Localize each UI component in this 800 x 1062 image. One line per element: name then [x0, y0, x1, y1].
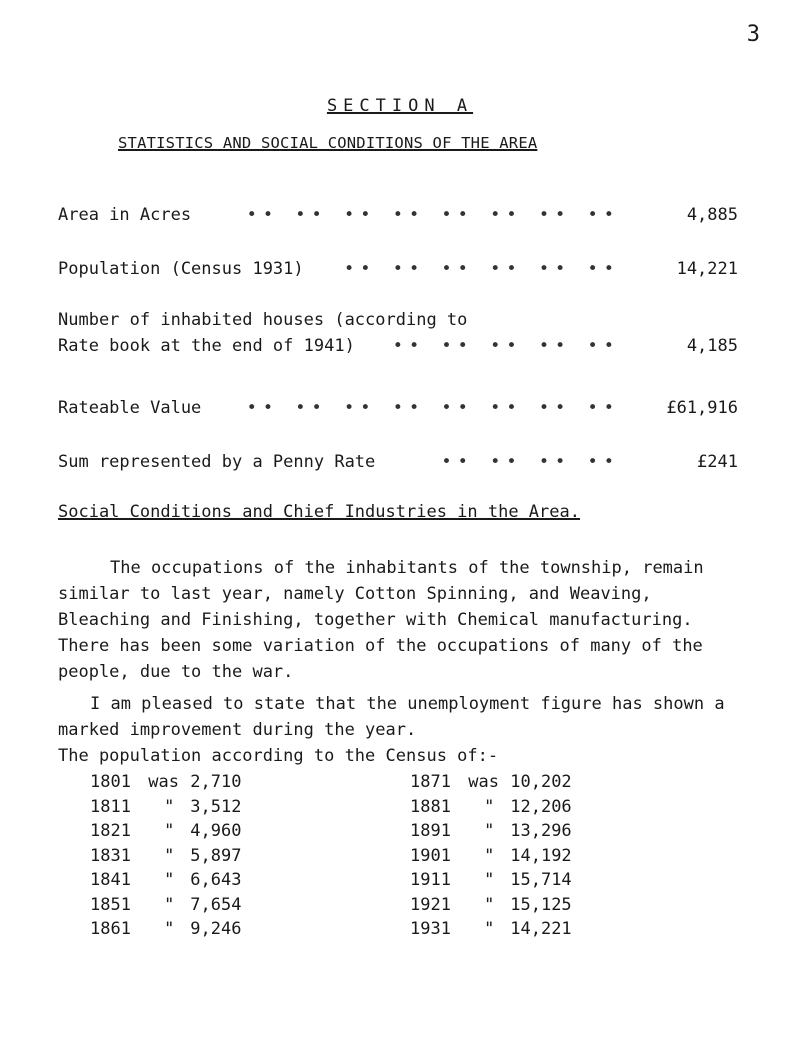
census-right-column	[410, 770, 590, 942]
census-year: 1871	[410, 772, 451, 792]
stat-row-area	[58, 205, 738, 229]
census-population: 7,654	[190, 894, 242, 915]
census-word: "	[484, 845, 495, 866]
census-population: 6,643	[190, 870, 242, 890]
census-word: was	[468, 772, 499, 792]
census-row	[410, 819, 590, 844]
census-year: 1861	[90, 919, 131, 939]
census-row	[410, 893, 590, 918]
census-population: 12,206	[510, 796, 572, 817]
census-population: 4,960	[190, 821, 242, 841]
census-population: 15,125	[510, 894, 572, 915]
stat-value: £241	[697, 452, 738, 472]
occupations-paragraph	[58, 555, 748, 685]
census-year: 1901	[410, 845, 451, 866]
stat-label: Population (Census 1931)	[58, 259, 304, 279]
census-word: "	[484, 796, 495, 817]
stat-label: Area in Acres	[58, 205, 192, 225]
stat-label: Sum represented by a Penny Rate	[58, 452, 376, 472]
census-word: "	[484, 894, 495, 915]
census-population: 2,710	[190, 772, 242, 792]
stat-row-penny-rate	[58, 452, 738, 476]
census-word: "	[164, 821, 175, 841]
census-population: 13,296	[510, 821, 572, 841]
census-row	[410, 917, 590, 942]
census-word: was	[148, 772, 179, 792]
stat-row-rateable-value	[58, 398, 738, 422]
census-year: 1831	[90, 845, 131, 866]
census-row	[90, 893, 270, 918]
census-year: 1821	[90, 821, 131, 841]
stat-value: £61,916	[666, 398, 738, 418]
social-conditions-heading: Social Conditions and Chief Industries in the Area.	[58, 502, 580, 522]
census-population: 14,221	[510, 919, 572, 939]
census-year: 1891	[410, 821, 451, 841]
census-row	[90, 770, 270, 795]
stat-value: 14,221	[676, 259, 738, 279]
census-row	[410, 868, 590, 893]
stat-label-line2: Rate book at the end of 1941)	[58, 336, 355, 356]
census-word: "	[164, 796, 175, 817]
dot-leader: •• •• •• •• •• •• •• ••	[246, 398, 620, 418]
dot-leader: •• •• •• •• ••	[392, 336, 620, 356]
page-number: 3	[746, 22, 760, 47]
census-row	[90, 917, 270, 942]
section-heading: SECTION A	[326, 96, 474, 116]
paragraph-text: I am pleased to state that the unemployment figure has shown a marked improvement during the year.	[58, 694, 725, 740]
stat-value: 4,185	[686, 336, 738, 356]
census-word: "	[164, 845, 175, 866]
dot-leader: •• •• •• •• •• ••	[344, 259, 620, 279]
census-year: 1931	[410, 919, 451, 939]
census-word: "	[484, 919, 495, 939]
census-word: "	[484, 821, 495, 841]
census-row	[410, 770, 590, 795]
census-word: "	[164, 870, 175, 890]
dot-leader: •• •• •• ••	[441, 452, 620, 472]
census-row	[410, 795, 590, 820]
census-population: 10,202	[510, 772, 572, 792]
census-year: 1811	[90, 796, 131, 817]
census-row	[90, 844, 270, 869]
stat-value: 4,885	[686, 205, 738, 225]
stat-row-houses	[58, 310, 738, 360]
census-year: 1851	[90, 894, 131, 915]
stat-label: Rateable Value	[58, 398, 202, 418]
census-population: 5,897	[190, 845, 242, 866]
census-intro: The population according to the Census of:-	[58, 746, 499, 766]
census-population: 3,512	[190, 796, 242, 817]
census-year: 1921	[410, 894, 451, 915]
census-population: 9,246	[190, 919, 242, 939]
census-year: 1911	[410, 870, 451, 890]
census-word: "	[164, 894, 175, 915]
census-population: 14,192	[510, 845, 572, 866]
paragraph-text: The occupations of the inhabitants of the township, remain similar to last year, namely Cotton Spinning, and Weaving, Bleaching and Finishing, together with Chemical manufacturing. There has been some variation of the occupations of many of the people, due to the war.	[58, 558, 704, 682]
census-population: 15,714	[510, 870, 572, 890]
dot-leader: •• •• •• •• •• •• •• ••	[246, 205, 620, 225]
census-row	[90, 795, 270, 820]
census-row	[90, 819, 270, 844]
unemployment-paragraph	[58, 691, 748, 769]
census-row	[90, 868, 270, 893]
page-title: STATISTICS AND SOCIAL CONDITIONS OF THE AREA	[118, 134, 538, 152]
census-word: "	[484, 870, 495, 890]
census-row	[410, 844, 590, 869]
stat-label-line1: Number of inhabited houses (according to	[58, 310, 468, 330]
census-left-column	[90, 770, 270, 942]
stat-row-population	[58, 259, 738, 283]
census-word: "	[164, 919, 175, 939]
census-year: 1801	[90, 772, 131, 792]
census-year: 1881	[410, 796, 451, 817]
census-year: 1841	[90, 870, 131, 890]
